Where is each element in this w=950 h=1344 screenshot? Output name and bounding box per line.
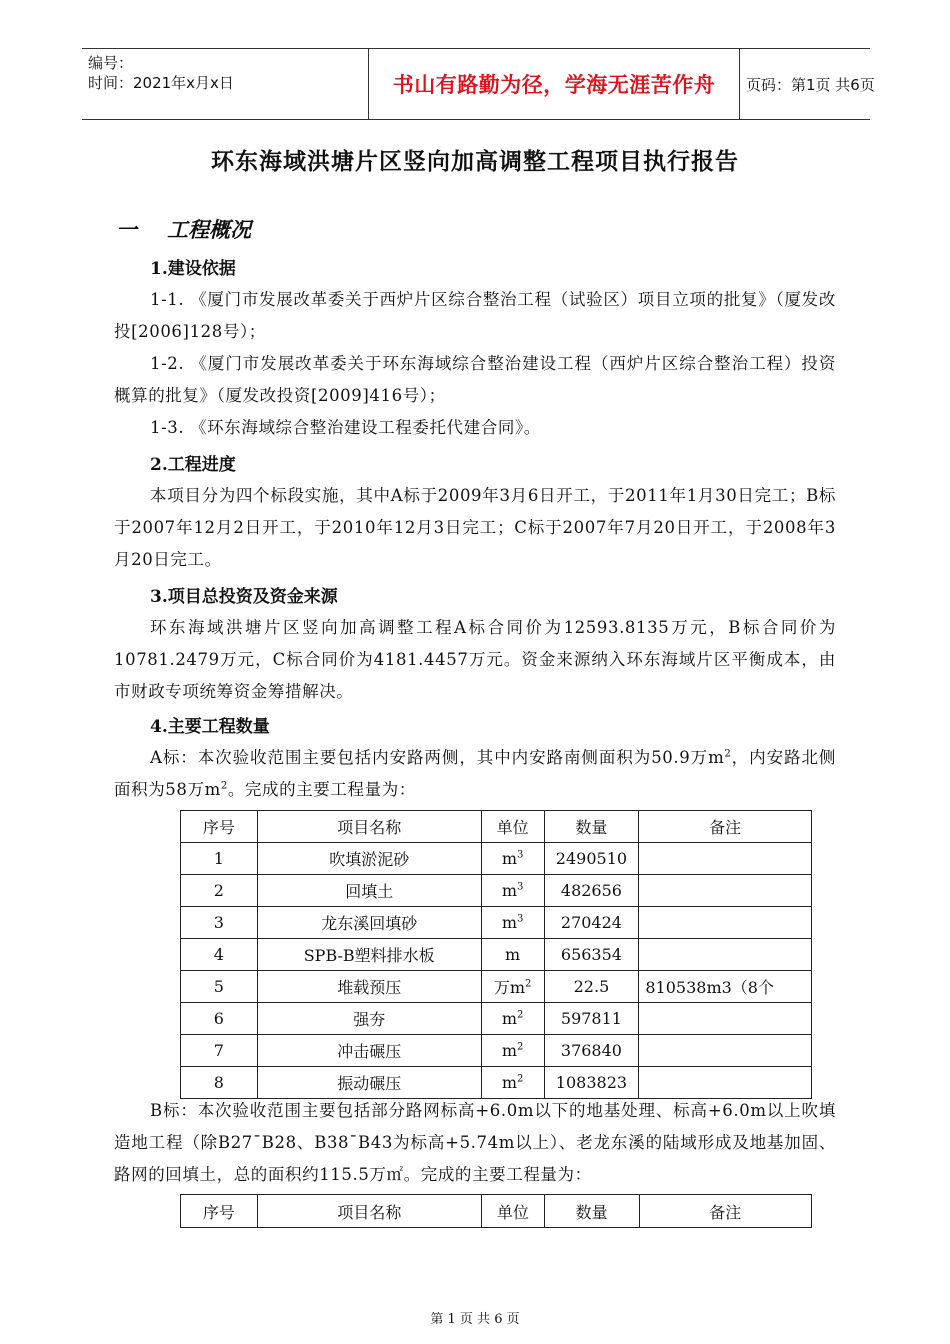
table-row bbox=[181, 1067, 812, 1099]
investment-text: 环东海域洪塘片区竖向加高调整工程A标合同价为12593.8135万元，B标合同价为10781.2479万元，C标合同价为4181.4457万元。资金来源纳入环东海域片区平衡成本，由市财政专项统筹资金筹措解决。 bbox=[114, 618, 836, 701]
a-intro-part-3: 。完成的主要工程量为： bbox=[227, 780, 416, 799]
unit-text: m bbox=[501, 1041, 517, 1060]
basis-item-3: 1-3. 《环东海域综合整治建设工程委托代建合同》。 bbox=[150, 418, 541, 437]
subheading-progress: 2.工程进度 bbox=[150, 455, 236, 475]
basis-item-1: 1-1. 《厦门市发展改革委关于西炉片区综合整治工程（试验区）项目立项的批复》（厦发改投[2006]128号）； bbox=[114, 290, 836, 341]
table-row bbox=[181, 875, 812, 907]
cell-unit bbox=[481, 1035, 544, 1067]
cell-no: 8 bbox=[181, 1067, 258, 1099]
cell-note bbox=[639, 939, 812, 971]
cell-qty: 482656 bbox=[544, 875, 639, 907]
cell-unit bbox=[481, 939, 544, 971]
cell-qty: 376840 bbox=[544, 1035, 639, 1067]
cell-unit bbox=[481, 843, 544, 875]
col-header-unit: 单位 bbox=[482, 1195, 545, 1228]
cell-note bbox=[639, 907, 812, 939]
unit-text: m bbox=[501, 881, 517, 900]
col-header-qty: 数量 bbox=[544, 811, 639, 843]
table-row bbox=[181, 939, 812, 971]
table-a-quantities bbox=[180, 810, 812, 1099]
cell-qty: 656354 bbox=[544, 939, 639, 971]
unit-sup: 2 bbox=[517, 1041, 524, 1053]
cell-qty: 2490510 bbox=[544, 843, 639, 875]
doc-number-label: 编号： bbox=[88, 54, 134, 72]
unit-text: m bbox=[501, 1073, 517, 1092]
col-header-name: 项目名称 bbox=[257, 1195, 481, 1228]
header-motto: 书山有路勤为径，学海无涯苦作舟 bbox=[368, 49, 740, 119]
table-row bbox=[181, 907, 812, 939]
unit-sup: 2 bbox=[525, 978, 532, 990]
cell-name: 振动碾压 bbox=[257, 1067, 481, 1099]
section-title: 工程概况 bbox=[167, 217, 251, 242]
section-heading-1 bbox=[116, 214, 251, 244]
table-b-quantities bbox=[180, 1194, 812, 1228]
a-intro-sup-1: 2 bbox=[724, 748, 732, 760]
cell-unit bbox=[481, 907, 544, 939]
a-intro-part-1: A标：本次验收范围主要包括内安路两侧，其中内安路南侧面积为50.9万m bbox=[150, 748, 725, 767]
cell-note bbox=[639, 1003, 812, 1035]
unit-text: m bbox=[505, 945, 521, 964]
table-header-row bbox=[181, 1195, 812, 1228]
unit-sup: 3 bbox=[517, 881, 524, 893]
col-header-unit: 单位 bbox=[481, 811, 544, 843]
col-header-note: 备注 bbox=[639, 1195, 811, 1228]
cell-name: 堆载预压 bbox=[257, 971, 481, 1003]
cell-name: 龙东溪回填砂 bbox=[257, 907, 481, 939]
cell-unit bbox=[481, 875, 544, 907]
cell-no: 3 bbox=[181, 907, 258, 939]
cell-qty: 270424 bbox=[544, 907, 639, 939]
col-header-no: 序号 bbox=[181, 811, 258, 843]
table-row bbox=[181, 1035, 812, 1067]
cell-unit bbox=[481, 1067, 544, 1099]
table-header-row bbox=[181, 811, 812, 843]
cell-qty: 1083823 bbox=[544, 1067, 639, 1099]
cell-no: 6 bbox=[181, 1003, 258, 1035]
cell-no: 4 bbox=[181, 939, 258, 971]
cell-unit bbox=[481, 1003, 544, 1035]
col-header-no: 序号 bbox=[181, 1195, 258, 1228]
subheading-basis: 1.建设依据 bbox=[150, 259, 236, 279]
unit-text: m bbox=[501, 849, 517, 868]
cell-qty: 22.5 bbox=[544, 971, 639, 1003]
col-header-note: 备注 bbox=[639, 811, 812, 843]
table-row bbox=[181, 971, 812, 1003]
unit-text: m bbox=[501, 913, 517, 932]
document-title: 环东海域洪塘片区竖向加高调整工程项目执行报告 bbox=[211, 148, 739, 175]
unit-sup: 2 bbox=[517, 1073, 524, 1085]
cell-qty: 597811 bbox=[544, 1003, 639, 1035]
unit-text: 万m bbox=[493, 978, 526, 997]
doc-time-label: 时间：2021年x月x日 bbox=[88, 74, 234, 92]
col-header-name: 项目名称 bbox=[257, 811, 481, 843]
cell-no: 2 bbox=[181, 875, 258, 907]
header-page-label: 页码：第1页 共6页 bbox=[746, 75, 875, 94]
unit-text: m bbox=[501, 1009, 517, 1028]
cell-no: 7 bbox=[181, 1035, 258, 1067]
page-footer: 第 1 页 共 6 页 bbox=[430, 1312, 520, 1327]
cell-name: SPB-B塑料排水板 bbox=[257, 939, 481, 971]
unit-sup: 3 bbox=[517, 849, 524, 861]
page-header bbox=[82, 48, 875, 120]
basis-item-2: 1-2. 《厦门市发展改革委关于环东海域综合整治建设工程（西炉片区综合整治工程）投资概算的批复》（厦发改投资[2009]416号）； bbox=[114, 354, 836, 405]
cell-note bbox=[639, 875, 812, 907]
header-meta bbox=[82, 49, 282, 119]
table-row bbox=[181, 843, 812, 875]
cell-unit bbox=[481, 971, 544, 1003]
cell-name: 吹填淤泥砂 bbox=[257, 843, 481, 875]
cell-no: 1 bbox=[181, 843, 258, 875]
table-row bbox=[181, 1003, 812, 1035]
unit-sup: 3 bbox=[517, 913, 524, 925]
unit-sup: 2 bbox=[517, 1009, 524, 1021]
a-intro-part-2: ，内安路北侧面积为58万m bbox=[114, 748, 836, 799]
cell-note bbox=[639, 1067, 812, 1099]
progress-text: 本项目分为四个标段实施，其中A标于2009年3月6日开工，于2011年1月30日完工；B标于2007年12月2日开工，于2010年12月3日完工；C标于2007年7月20日开工，于2008年3月20日完工。 bbox=[114, 486, 836, 569]
cell-note: 810538m3（8个 bbox=[639, 971, 812, 1003]
cell-note bbox=[639, 843, 812, 875]
cell-name: 强夯 bbox=[257, 1003, 481, 1035]
section-number: 一 bbox=[116, 217, 137, 242]
cell-note bbox=[639, 1035, 812, 1067]
section-b-intro: B标：本次验收范围主要包括部分路网标高+6.0m以下的地基处理、标高+6.0m以上吹填造地工程（除B27¯B28、B38¯B43为标高+5.74m以上）、老龙东溪的陆域形成及地基加固、路网的回填土，总的面积约115.5万㎡。完成的主要工程量为： bbox=[114, 1101, 836, 1184]
subheading-quantities: 4.主要工程数量 bbox=[150, 717, 270, 737]
cell-name: 冲击碾压 bbox=[257, 1035, 481, 1067]
cell-no: 5 bbox=[181, 971, 258, 1003]
subheading-investment: 3.项目总投资及资金来源 bbox=[150, 587, 338, 607]
a-intro-sup-2: 2 bbox=[220, 780, 228, 792]
cell-name: 回填土 bbox=[257, 875, 481, 907]
section-a-intro bbox=[114, 742, 836, 806]
col-header-qty: 数量 bbox=[544, 1195, 639, 1228]
